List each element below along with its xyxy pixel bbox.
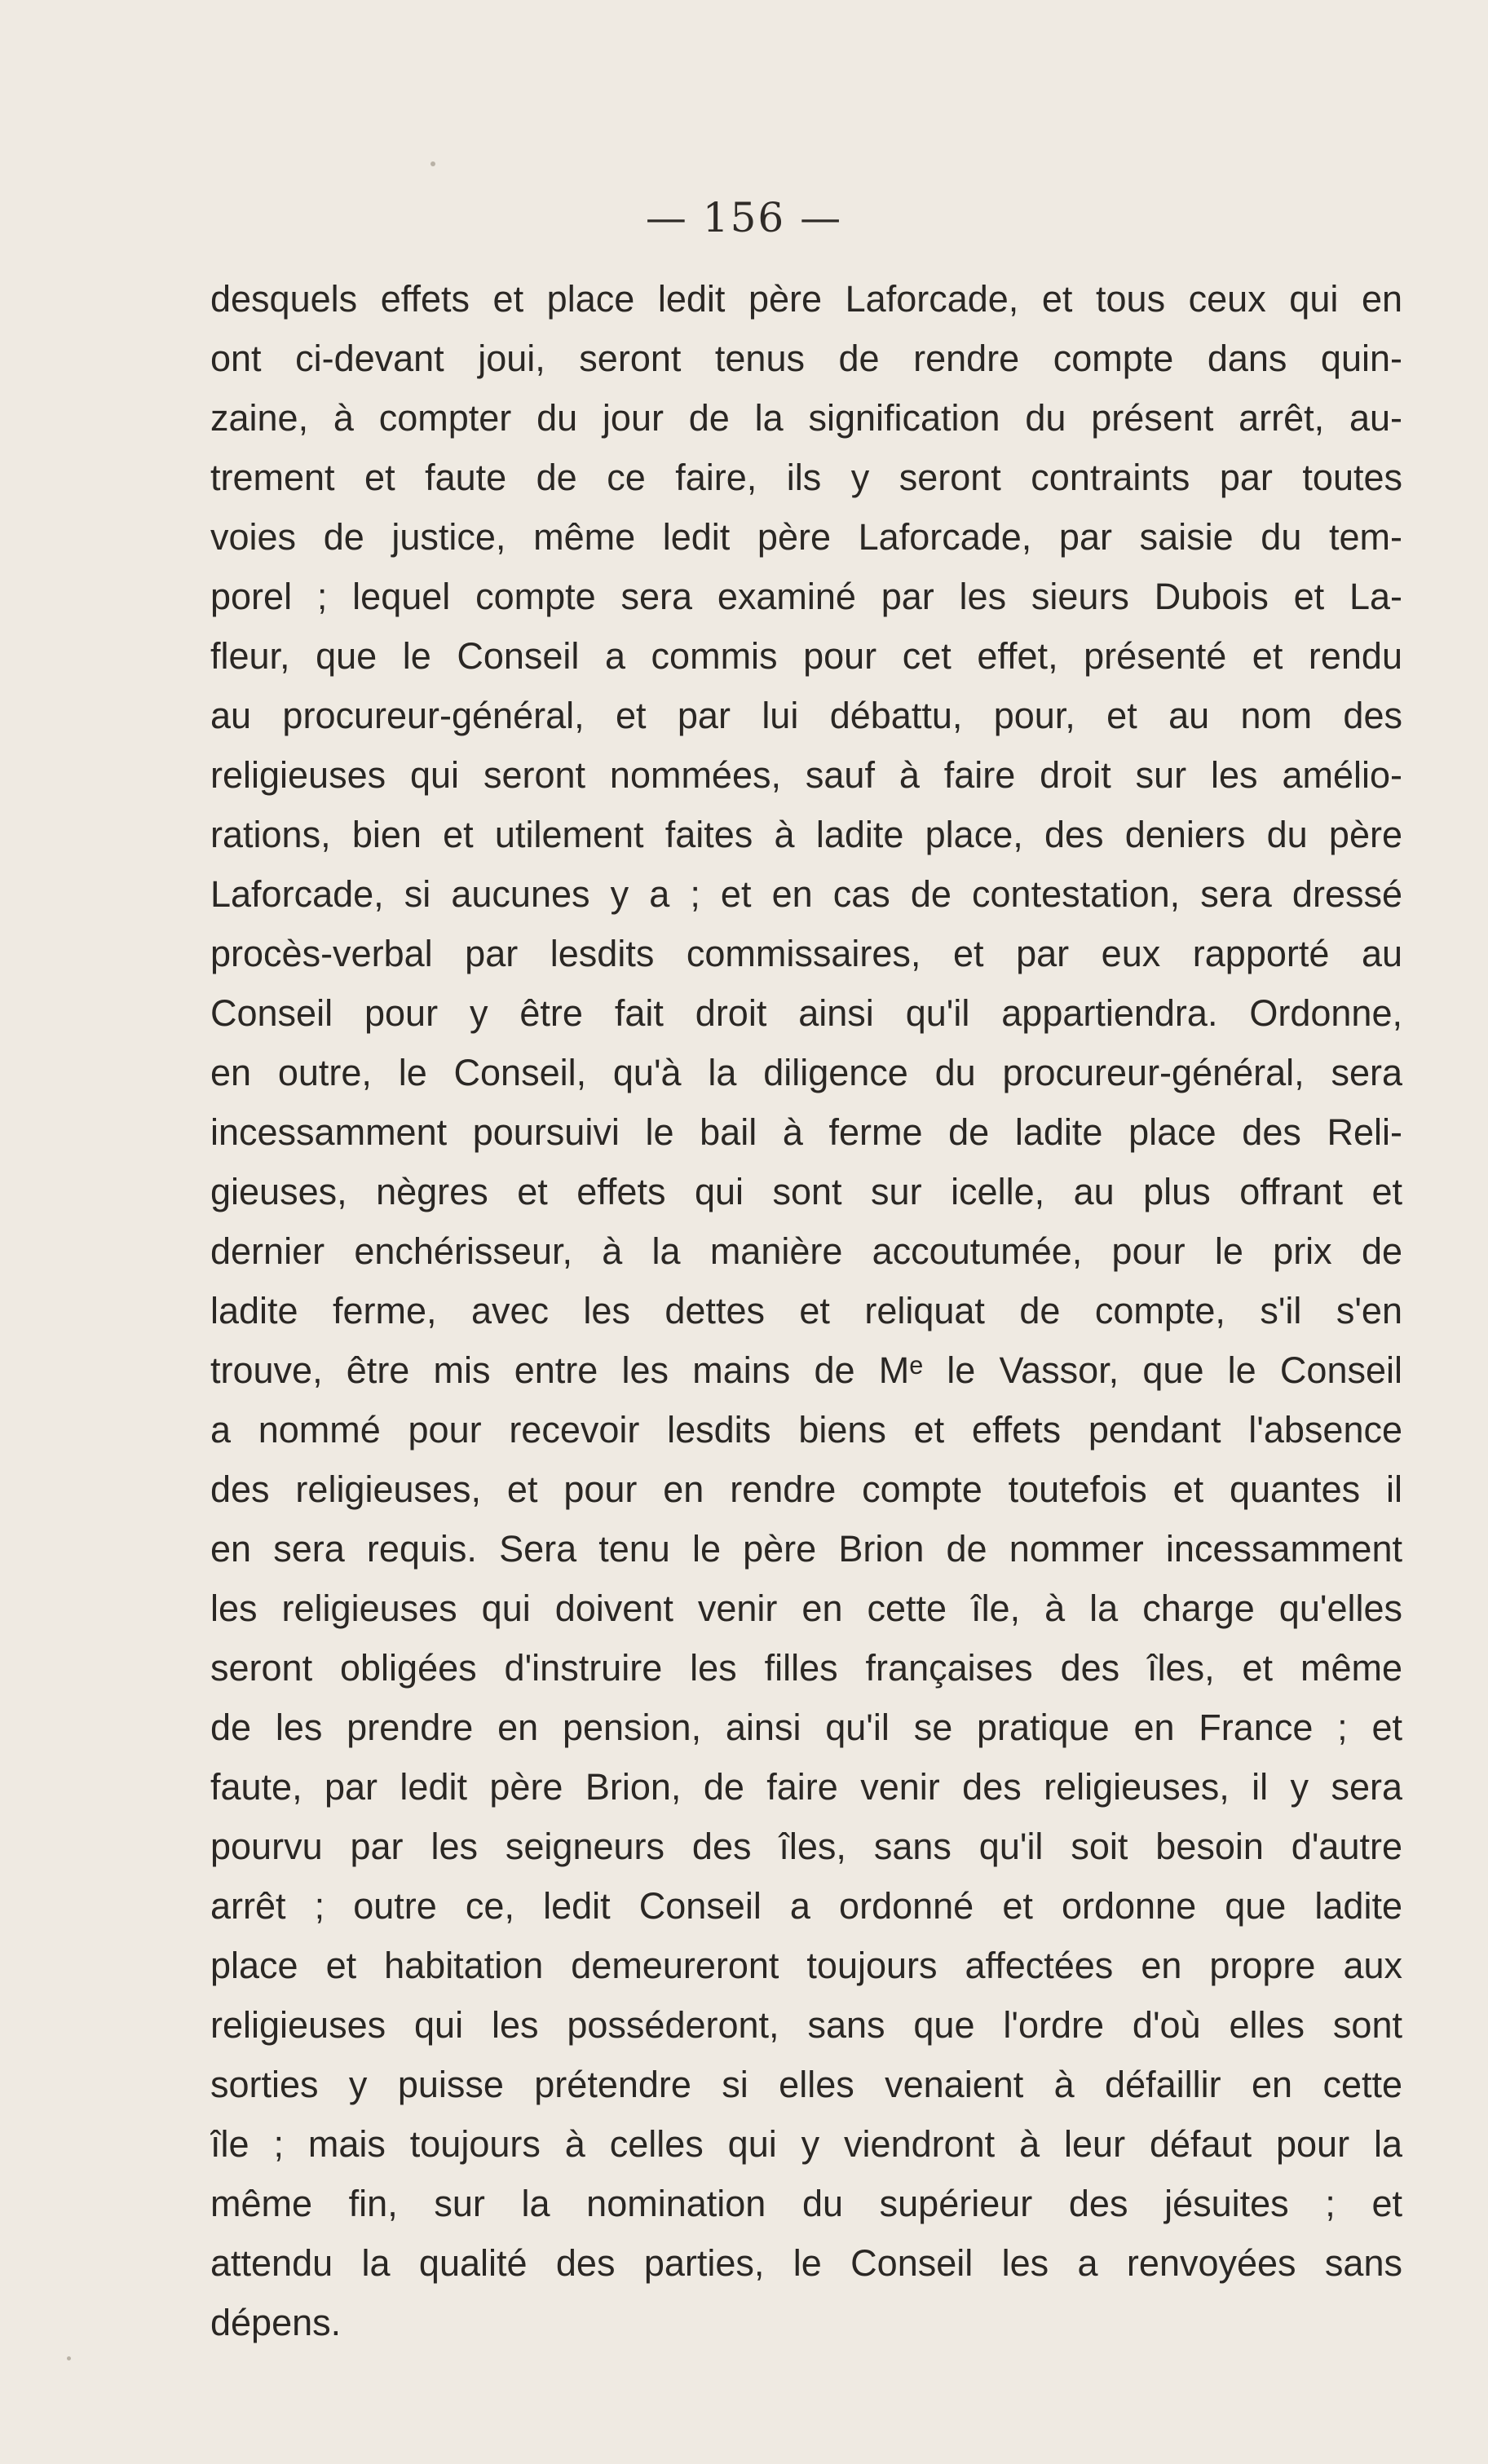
text-line: les religieuses qui doivent venir en cette île, à la charge qu'elles <box>210 1587 1402 1629</box>
text-line: au procureur-général, et par lui débattu, pour, et au nom des <box>210 695 1402 736</box>
text-line: en outre, le Conseil, qu'à la diligence du procureur-général, sera <box>210 1052 1402 1093</box>
text-line: même fin, sur la nomination du supérieur des jésuites ; et <box>210 2183 1402 2224</box>
paper-speck <box>67 2356 71 2360</box>
text-line: religieuses qui les posséderont, sans que l'ordre d'où elles sont <box>210 2004 1402 2046</box>
text-line: ladite ferme, avec les dettes et reliquat de compte, s'il s'en <box>210 1290 1402 1331</box>
page-number: — 156 — <box>645 194 843 241</box>
text-line: de les prendre en pension, ainsi qu'il se pratique en France ; et <box>210 1707 1402 1748</box>
text-line: attendu la qualité des parties, le Conseil les a renvoyées sans <box>210 2242 1402 2284</box>
text-line: place et habitation demeureront toujours affectées en propre aux <box>210 1945 1402 1986</box>
text-line: gieuses, nègres et effets qui sont sur icelle, au plus offrant et <box>210 1171 1402 1212</box>
text-line: incessamment poursuivi le bail à ferme de ladite place des Reli- <box>210 1111 1402 1153</box>
text-line: desquels effets et place ledit père Laforcade, et tous ceux qui en <box>210 278 1402 320</box>
text-line: sorties y puisse prétendre si elles venaient à défaillir en cette <box>210 2064 1402 2105</box>
text-line: dernier enchérisseur, à la manière accoutumée, pour le prix de <box>210 1230 1402 1272</box>
body-text <box>210 269 1402 2352</box>
text-line: seront obligées d'instruire les filles françaises des îles, et même <box>210 1647 1402 1689</box>
text-line: des religieuses, et pour en rendre compte toutefois et quantes il <box>210 1468 1402 1510</box>
text-line: Laforcade, si aucunes y a ; et en cas de contestation, sera dressé <box>210 873 1402 915</box>
text-line: dépens. <box>210 2302 342 2343</box>
text-line: ont ci-devant joui, seront tenus de rendre compte dans quin- <box>210 338 1402 379</box>
text-line: porel ; lequel compte sera examiné par les sieurs Dubois et La- <box>210 576 1402 617</box>
text-line: religieuses qui seront nommées, sauf à faire droit sur les amélio- <box>210 754 1402 796</box>
text-line: rations, bien et utilement faites à ladite place, des deniers du père <box>210 814 1402 855</box>
text-line: arrêt ; outre ce, ledit Conseil a ordonné et ordonne que ladite <box>210 1885 1402 1927</box>
text-line: voies de justice, même ledit père Laforcade, par saisie du tem- <box>210 516 1402 558</box>
text-line: a nommé pour recevoir lesdits biens et effets pendant l'absence <box>210 1409 1402 1451</box>
text-line: zaine, à compter du jour de la signification du présent arrêt, au- <box>210 397 1402 439</box>
text-line: trouve, être mis entre les mains de Mᵉ le Vassor, que le Conseil <box>210 1349 1402 1391</box>
text-line: en sera requis. Sera tenu le père Brion de nommer incessamment <box>210 1528 1402 1570</box>
text-line: Conseil pour y être fait droit ainsi qu'il appartiendra. Ordonne, <box>210 992 1402 1034</box>
text-line: procès-verbal par lesdits commissaires, et par eux rapporté au <box>210 933 1402 974</box>
text-line: pourvu par les seigneurs des îles, sans qu'il soit besoin d'autre <box>210 1826 1402 1867</box>
text-line: fleur, que le Conseil a commis pour cet effet, présenté et rendu <box>210 635 1402 677</box>
text-line: île ; mais toujours à celles qui y viendront à leur défaut pour la <box>210 2123 1402 2165</box>
text-line: trement et faute de ce faire, ils y seront contraints par toutes <box>210 457 1402 498</box>
paper-speck <box>431 161 435 166</box>
text-line: faute, par ledit père Brion, de faire venir des religieuses, il y sera <box>210 1766 1402 1808</box>
